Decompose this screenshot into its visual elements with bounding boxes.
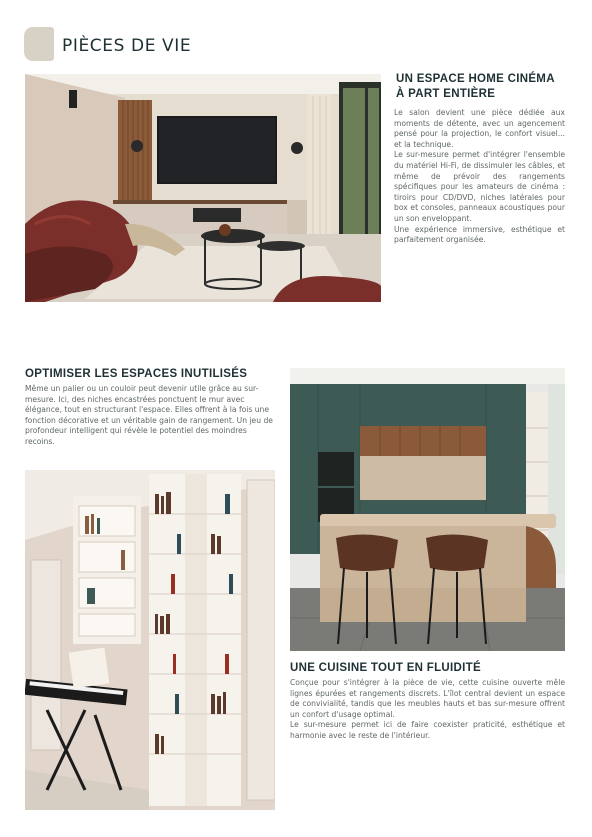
kitchen-paragraph-2: Le sur-mesure permet ici de faire coexister praticité, esthétique et harmonie avec le reste de l'intérieur. xyxy=(290,720,565,740)
cinema-paragraph-3: Une expérience immersive, esthétique et parfaitement organisée. xyxy=(394,224,565,245)
kitchen-description xyxy=(290,678,565,742)
home-cinema-photo xyxy=(25,74,381,302)
home-cinema-illustration xyxy=(25,74,381,302)
cinema-description xyxy=(394,108,565,246)
kitchen-photo xyxy=(290,368,565,651)
cinema-title-line-2: À PART ENTIÈRE xyxy=(396,88,496,100)
spaces-section-title: OPTIMISER LES ESPACES INUTILISÉS xyxy=(25,368,248,380)
cinema-section-title xyxy=(396,72,571,102)
spaces-description xyxy=(25,384,277,448)
cinema-title-line-1: UN ESPACE HOME CINÉMA xyxy=(396,73,555,85)
header-accent-shape xyxy=(24,27,54,61)
niches-illustration xyxy=(25,470,275,810)
page-header xyxy=(24,27,324,61)
kitchen-illustration xyxy=(290,368,565,651)
cinema-paragraph-1: Le salon devient une pièce dédiée aux moments de détente, avec un agencement pensé pour la projection, le confort visuel... et la technique. xyxy=(394,108,565,149)
kitchen-section-title: UNE CUISINE TOUT EN FLUIDITÉ xyxy=(290,662,481,674)
cinema-paragraph-2: Le sur-mesure permet d'intégrer l'ensemble du matériel Hi-Fi, de dissimuler les câbles, et même de prévoir des rangements spécifiques pour les amateurs de cinéma : tiroirs pour CD/DVD, niches latérales pour box et consoles, panneaux acoustiques pour un son enveloppant. xyxy=(394,150,565,223)
page-title: PIÈCES DE VIE xyxy=(62,36,192,56)
spaces-paragraph: Même un palier ou un couloir peut devenir utile grâce au sur-mesure. Ici, des niches encastrées ponctuent le mur avec élégance, tout en structurant l'espace. Elles offrent à la fois une fonction décorative et un véritable gain de rangement. Un jeu de profondeur intelligent qui révèle le potentiel des moindres recoins. xyxy=(25,384,273,446)
kitchen-paragraph-1: Conçue pour s'intégrer à la pièce de vie, cette cuisine ouverte mêle lignes épurées et rangements discrets. L'îlot central devient un espace de convivialité, tandis que les meubles hauts et bas sur-mesure offrent un confort d'usage optimal. xyxy=(290,678,565,719)
niches-photo xyxy=(25,470,275,810)
